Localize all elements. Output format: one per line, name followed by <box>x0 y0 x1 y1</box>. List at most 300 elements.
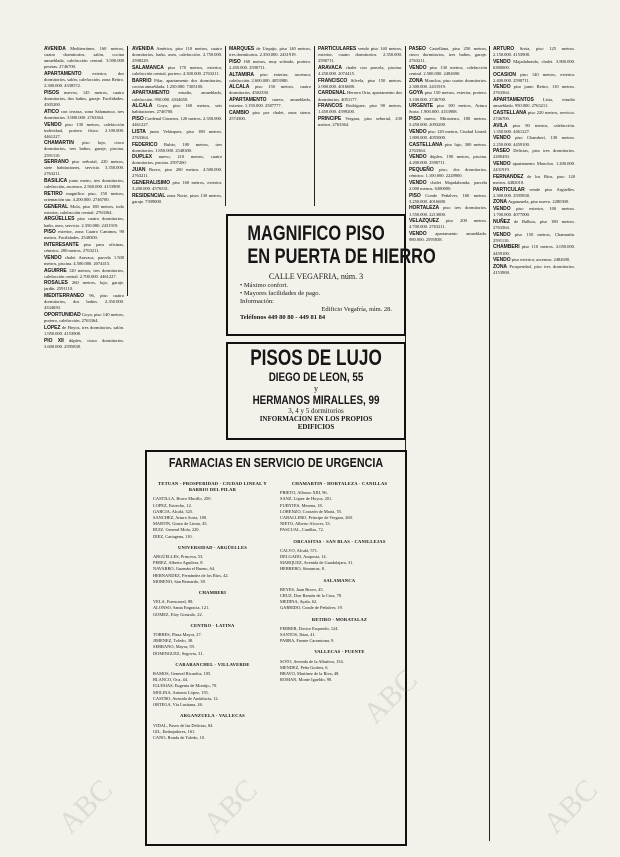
classified-ad <box>318 78 402 90</box>
classified-ad-text: chalet Aravaca, parcela 1.500 metros, piscina. 4.500.000. 2074415. <box>44 254 124 266</box>
classified-ad <box>44 204 124 216</box>
classified-ad-heading: FRANCISCO <box>318 77 348 84</box>
classified-ad-text: piso lujo, 300 metros. 2763364. <box>409 141 487 153</box>
ad-bullet: • Mayores facilidades de pago. <box>240 290 321 297</box>
classified-ad-heading: PISO <box>409 192 421 199</box>
classified-column-2 <box>132 46 222 461</box>
ad-street: CALLE VEGAFRIA, núm. 3 <box>268 272 364 281</box>
classified-ad-text: piso 150 metros, Chamartín. 2591110. <box>493 231 575 243</box>
pharmacy-entry: CRUZ, Don Ramón de la Cruz, 78. <box>280 593 343 599</box>
classified-ad <box>318 90 402 102</box>
classified-ad-text: apartamento Moncloa. 1.200.000. 2431919. <box>493 161 575 173</box>
classified-ad-text: Cardenal Cisneros, 120 metros. 2.350.000. 4461227. <box>132 116 222 128</box>
classified-ad <box>44 255 124 267</box>
pharmacy-entry: GOMEZ, Eloy Gonzalo, 22. <box>153 611 203 617</box>
classified-ad <box>44 140 124 158</box>
classified-ad-text: Herrera Oria, apartamento dos dormitorios. 4051177. <box>318 90 402 102</box>
pharmacy-entry: CASTRO, Avenida de Andalucía, 12. <box>153 695 219 701</box>
pharmacy-entry: NIETO, Alberto Alcocer, 33. <box>280 521 331 527</box>
pharmacy-entry: MORENO, San Bernardo, 39. <box>153 578 206 584</box>
pharmacy-entry: RAMOS, General Ricardos, 105. <box>153 671 212 677</box>
classified-ad <box>409 154 487 166</box>
classified-ad-heading: AVENIDA <box>44 46 66 52</box>
classified-ad <box>44 325 124 337</box>
classified-ad <box>44 159 124 177</box>
ad-address: DIEGO DE LEON, 55 <box>268 370 364 384</box>
classified-ad <box>493 97 575 109</box>
classified-ad-heading: RETIRO <box>44 190 63 197</box>
classified-ad-text: piso 130 metros, calefacción central. 2.500.000. 2482690. <box>409 64 487 76</box>
classified-ad-heading: URGENTE <box>409 103 434 110</box>
classified-ad-heading: PISO <box>409 116 421 122</box>
classified-ad-heading: PEQUEÑO <box>409 167 434 174</box>
classified-ad <box>493 232 575 244</box>
classified-ad-text: Vergara, piso señorial, 230 metros. 2763364. <box>318 116 402 128</box>
classified-ad-heading: CASTELLANA <box>409 141 443 148</box>
pharmacy-zone: ARGANZUELA - VALLECAS <box>180 713 245 719</box>
pharmacy-entry: GARRIDO, Conde de Peñalver, 19. <box>280 605 343 611</box>
classified-ad <box>44 122 124 140</box>
classified-column-3 <box>229 46 311 206</box>
classified-ad-text: piso 140 metros, exterior. 2.400.000. 2590711. <box>493 71 575 83</box>
classified-ad <box>409 46 487 64</box>
classified-ad-text: piso tres dormitorios. 1.550.000. 2213800. <box>409 205 487 217</box>
classified-ad <box>409 103 487 115</box>
classified-ad <box>132 129 222 141</box>
classified-ad-heading: SALAMANCA <box>132 64 164 71</box>
classified-ad-heading: BARRIO <box>132 77 152 84</box>
classified-ad <box>44 71 124 89</box>
classified-ad-heading: SERRANO <box>44 159 69 166</box>
classified-ad-heading: ZONA <box>409 77 423 84</box>
classified-ad-text: Silvela, piso 150 metros. 2.900.000. 4016688. <box>318 77 402 89</box>
classified-ad-text: América, piso 110 metros, cuatro dormitorios, baño, aseo, calefacción. 2.750.000. 2598229. <box>132 46 222 64</box>
pharmacy-entry: ORTEGA, Vía Lusitana, 26. <box>153 702 203 708</box>
classified-ad-heading: VENDO <box>409 231 427 238</box>
classified-ad-heading: AVILA <box>493 122 508 129</box>
pharmacy-entry: PARRA, Fuente Carrantona, 9. <box>280 638 335 644</box>
classified-ad <box>493 161 575 173</box>
classified-ad-text: piso, dos dormitorios, céntrico. 1.100.000. 2228900. <box>409 167 487 179</box>
classified-ad <box>44 90 124 108</box>
ad-bullet: • Máximo confort. <box>240 282 288 289</box>
classified-ad-heading: ATICO <box>44 108 59 115</box>
pharmacy-entry: SANCHEZ, Arturo Soria, 180. <box>153 515 208 521</box>
pharmacy-entry: VELA, Fuencarral, 88. <box>153 599 194 605</box>
classified-ad-heading: ALCALA <box>229 84 250 91</box>
watermark: ABC <box>537 773 604 841</box>
classified-ad <box>409 142 487 154</box>
classified-ad <box>409 180 487 192</box>
classified-ad-heading: PISO <box>132 116 144 122</box>
ad-connector: y <box>314 384 318 393</box>
classified-ad <box>132 78 222 90</box>
classified-ad <box>409 90 487 102</box>
classified-ad-text: exterior, dos dormitorios, salón, calefacción, zona Retiro. 2.300.000. 4338572. <box>44 70 124 89</box>
classified-ad <box>44 109 124 121</box>
classified-ad-heading: ZONA <box>493 263 507 270</box>
classified-ad-text: vende piso Argüelles. 2.300.000. 2595838. <box>493 186 575 198</box>
classified-ad <box>229 97 311 109</box>
classified-ad-text: piso 150 metros, exterior, portero. 3.100.000. 2746700. <box>409 90 487 102</box>
pharmacy-entry: MENDEZ, Peña Gorbea, 6. <box>280 664 329 670</box>
classified-ad-text: exterior, zona Cuatro Caminos, 90 metros. Facilidades. 2548300. <box>44 229 124 241</box>
pharmacy-entry: NAVARRO, Guzmán el Bueno, 64. <box>153 566 216 572</box>
classified-ad-heading: CHAMBERI <box>493 244 520 251</box>
classified-ad-text: de Hoyos, tres dormitorios, salón. 1.950.000. 4153908. <box>44 324 124 336</box>
classified-ad-text: junto Velázquez, piso 180 metros. 2763364. <box>132 128 222 140</box>
classified-ad-heading: ALTAMIRA <box>229 71 254 78</box>
classified-ad <box>132 103 222 115</box>
classified-ad-heading: NUÑEZ <box>493 218 510 225</box>
classified-ad <box>132 167 222 179</box>
classified-ad <box>44 338 124 350</box>
classified-column-4 <box>318 46 402 206</box>
pharmacy-entry: CABALLERO, Príncipe de Vergara, 260. <box>280 515 353 521</box>
pharmacy-entry: HERRERO, Simancas, 8. <box>280 566 326 572</box>
classified-ad-text: Conde Peñalver, 160 metros. 3.250.000. 4016688. <box>409 192 487 204</box>
classified-ad-heading: VENDO <box>44 254 62 261</box>
classified-ad <box>493 72 575 84</box>
classified-ad <box>132 116 222 128</box>
classified-ad <box>44 178 124 190</box>
classified-ad-heading: OPORTUNIDAD <box>44 312 81 319</box>
pharmacy-entry: MARTIN, Ginzo de Limia, 45. <box>153 521 208 527</box>
ad-rooms: 3, 4 y 5 dormitorios <box>288 407 344 415</box>
classified-ad-text: de Urquijo, piso 140 metros, tres dormitorios. 2.350.000. 2431919. <box>229 46 311 58</box>
pharmacies-grid <box>153 476 399 838</box>
pharmacy-entry: PEREZ, Alberto Aguilera, 8. <box>153 560 204 566</box>
classified-ad <box>409 65 487 77</box>
classified-ad-heading: LOPEZ <box>44 324 61 331</box>
pharmacy-entry: SOTO, Avenida de la Albufera, 154. <box>280 658 344 664</box>
classified-ad-text: nuevo, amueblado, exterior. 1.150.000. 2587777. <box>229 97 311 109</box>
pharmacies-column <box>280 476 399 838</box>
classified-ad <box>493 264 575 276</box>
classified-ad-text: dúplex, 190 metros, piscina. 4.200.000. 2590711. <box>409 154 487 166</box>
classified-ad <box>493 257 575 263</box>
pharmacies-column <box>153 476 272 838</box>
pharmacy-zone: TETUAN - PROSPERIDAD - CIUDAD LINEAL Y BARRIO DEL PILAR <box>158 481 267 493</box>
pharmacy-entry: IGLESIAS, Eugenia de Montijo, 70. <box>153 683 218 689</box>
classified-ad <box>229 72 311 84</box>
classified-ad <box>132 180 222 192</box>
classified-ad <box>409 78 487 90</box>
classified-ad <box>44 312 124 324</box>
classified-ad-heading: ALCALA <box>132 103 153 110</box>
ad-info: INFORMACION EN LOS PROPIOS <box>259 415 373 423</box>
classified-ad <box>493 46 575 58</box>
ad-headline: PISOS DE LUJO <box>250 345 382 370</box>
classified-ad-heading: FERNANDEZ <box>493 173 524 180</box>
classified-ad-text: Rubio, 100 metros, tres dormitorios. 1.850.000. 2548300. <box>132 141 222 153</box>
pharmacies-title: FARMACIAS EN SERVICIO DE URGENCIA <box>168 456 384 470</box>
classified-ad-text: nuevo, Mirasierra, 180 metros. 3.450.000. 2093200. <box>409 116 487 128</box>
classified-ad-text: de los Ríos, piso 120 metros. 4482010. <box>493 173 575 185</box>
classified-ad-heading: VENDO <box>493 58 511 65</box>
classified-ad-text: 120 metros, tres dormitorios, calefacción central. 2.700.000. 4461227. <box>44 267 124 279</box>
classified-ad-heading: GOYA <box>409 90 424 97</box>
classified-ad-text: Delicias, piso tres dormitorios. 2280450. <box>493 148 575 160</box>
pharmacies-box <box>145 450 407 846</box>
classified-ad-text: Goya, piso 140 metros, portero, calefacción. 2763364. <box>44 312 124 324</box>
classified-ad-text: piso junto Retiro, 110 metros. 2763364. <box>493 84 575 96</box>
classified-ad <box>229 84 311 96</box>
column-rule <box>314 46 315 206</box>
classified-ad-text: piso para oficinas, céntrico, 200 metros. 2763211. <box>44 242 124 254</box>
classified-ad-text: piso lujo, cinco dormitorios, tres baños, garaje, piscina. 2591110. <box>44 140 124 158</box>
classified-ad-text: Rodríguez, piso 90 metros. 1.450.000. 4599200. <box>318 103 402 115</box>
classified-ad <box>493 123 575 135</box>
ad-pisos-de-lujo <box>226 342 406 440</box>
classified-ad-text: piso 200 metros. 4.700.000. 2763211. <box>409 218 487 230</box>
classified-ad-text: piso por chalet, zona sierra. 2574300. <box>229 109 311 121</box>
classified-ad <box>409 167 487 179</box>
pharmacy-entry: HERNANDEZ, Fernández de los Ríos, 42. <box>153 572 229 578</box>
classified-ad-heading: MEDITERRANEO <box>44 293 84 300</box>
pharmacy-entry: SANZ, López de Hoyos, 201. <box>280 496 333 502</box>
classified-ad-text: Majadahonda, chalet. 3.800.000. 6380000. <box>493 58 575 70</box>
classified-ad <box>409 218 487 230</box>
classified-ad <box>44 229 124 241</box>
classified-ad <box>44 242 124 254</box>
classified-ad-heading: AVENIDA <box>132 46 154 52</box>
column-rule <box>225 46 226 206</box>
classified-ad-text: con terraza, zona Salamanca, tres dormitorios. 3.900.000. 2763364. <box>44 108 124 120</box>
classified-ad <box>493 110 575 122</box>
classified-ad <box>493 148 575 160</box>
classified-ad-text: piso exterior, ascensor, calefacción. 2.600.000. 4053980. <box>229 71 311 83</box>
classified-ad-heading: VENDO <box>493 231 511 238</box>
classified-ad-heading: LISTA <box>132 128 146 135</box>
classified-ad-text: 260 metros, lujo, garaje, jardín. 2591110. <box>44 280 124 292</box>
classified-ad-heading: CASTELLANA <box>493 109 527 116</box>
pharmacy-entry: GIL, Embajadores, 161. <box>153 728 196 734</box>
classified-ad-text: piso Chamberí, 130 metros. 2.250.000. 4459100. <box>493 135 575 147</box>
classified-ad-heading: CAMBIO <box>229 109 249 116</box>
classified-ad-heading: ROSALES <box>44 280 68 287</box>
pharmacy-zone: SALAMANCA <box>323 577 356 583</box>
classified-ad-heading: VENDO <box>493 84 511 91</box>
pharmacy-entry: FUENTES, Mesena, 18. <box>280 502 323 508</box>
classified-ad-text: Goya, piso 160 metros, seis habitaciones. 2746700. <box>132 103 222 115</box>
pharmacy-entry: PASCUAL, Canillas, 72. <box>280 527 324 533</box>
ad-contact: Edificio Vegafría, núm. 28. <box>321 306 392 313</box>
classified-ad-heading: OCASION <box>493 71 516 78</box>
classified-ad <box>493 187 575 199</box>
classified-ad-heading: ARGÜELLES <box>44 216 75 223</box>
pharmacy-entry: LORENZO, Corazón de María, 55. <box>280 508 343 514</box>
classified-ad-heading: AGUIRRE <box>44 267 67 274</box>
pharmacy-zone: UNIVERSIDAD - ARGÜELLES <box>178 544 247 550</box>
classified-ad-text: 96, piso cuatro dormitorios, dos baños. 2.350.000. 4334650. <box>44 293 124 311</box>
pharmacy-entry: DIEZ, Cartagena, 110. <box>153 533 193 539</box>
watermark: ABC <box>52 773 119 841</box>
classified-ad <box>132 90 222 102</box>
classified-ad <box>132 193 222 205</box>
classified-ad-text: piso 160 metros, exterior. 3.200.000. 4576531. <box>132 179 222 191</box>
classified-ad-heading: PRINCIPE <box>318 116 342 122</box>
classified-ad-heading: PASEO <box>409 46 426 52</box>
pharmacy-entry: LOPEZ, Estrecho, 12. <box>153 502 192 508</box>
pharmacy-entry: BRAVO, Martínez de la Riva, 48. <box>280 671 340 677</box>
classified-ad <box>409 231 487 243</box>
classified-ad-text: piso 130 metros, calefacción individual, portero físico. 2.100.000. 4461227. <box>44 121 124 139</box>
classified-ad-text: zona Norte, pisos 130 metros, garaje. 7399000. <box>132 192 222 204</box>
pharmacy-entry: DELGADO, Amposta, 14. <box>280 554 327 560</box>
pharmacy-zone: CHAMARTIN - HORTALEZA - CANILLAS <box>291 481 388 486</box>
classified-ad-heading: VENDO <box>493 206 511 213</box>
classified-ad <box>493 206 575 218</box>
classified-ad-heading: BASILICA <box>44 178 68 185</box>
classified-ad-text: piso 110 metros. 2.050.000. 4459100. <box>493 244 575 256</box>
classified-ad-heading: ARAVACA <box>318 64 342 71</box>
classified-ad-text: piso cuatro dormitorios, baño, aseo, servicio. 2.350.000. 2431919. <box>44 216 124 228</box>
classified-ad-text: Mediterráneo, 160 metros, cuatro dormitorios, salón, cocina amueblada, calefacción central. 3.500.000 pesetas. 2746700. <box>44 46 124 70</box>
classified-ad-text: piso 220 metros, servicio. 2746700. <box>493 109 575 121</box>
classified-ad-text: Arganzuela, piso nuevo. 2280300. <box>506 199 570 205</box>
pharmacy-entry: RUIZ, General Mola, 220. <box>153 527 200 533</box>
classified-ad-heading: VENDO <box>493 257 511 264</box>
classified-ad-text: chalet con parcela, piscina. 4.250.000. 2074415. <box>318 64 402 76</box>
pharmacy-entry: BLANCO, Oca, 44. <box>153 677 188 683</box>
ad-info: EDIFICIOS <box>297 423 335 431</box>
classified-ad-text: piso exterior, 100 metros. 1.700.000. 4077000. <box>493 206 575 218</box>
classified-ad-text: estudio, amueblado, calefacción. 950.000. 4334650. <box>132 90 222 102</box>
classified-ad <box>318 46 402 64</box>
pharmacy-entry: DOMINGUEZ, Segovia, 31. <box>153 650 204 656</box>
classified-ad-heading: PASEO <box>493 148 510 155</box>
classified-ad <box>409 193 487 205</box>
classified-ad-heading: VENDO <box>493 161 511 168</box>
classified-ad <box>132 142 222 154</box>
classified-ad-text: magnífico piso, 150 metros, orientación sur. 4.200.000. 2746700. <box>44 190 124 202</box>
classified-ad-text: Mola, piso 180 metros, todo exterior, calefacción central. 2763364. <box>44 203 124 215</box>
classified-ad <box>44 216 124 228</box>
classified-ad <box>318 116 402 128</box>
classified-ad-text: piso 170 metros, exterior, calefacción central, portero. 4.300.000. 2763211. <box>132 64 222 76</box>
classified-ad-text: Soria, piso 125 metros. 2.150.000. 4153908. <box>493 46 575 58</box>
classified-ad-heading: APARTAMENTOS <box>493 97 534 104</box>
ad-headline: EN PUERTA DE HIERRO <box>247 245 436 268</box>
classified-ad <box>132 154 222 166</box>
classified-ad-heading: VENDO <box>44 121 62 128</box>
ad-phones: Teléfonos 449 80 80 - 449 81 84 <box>240 314 326 321</box>
classified-ad-heading: APARTAMENTO <box>229 97 267 104</box>
classified-ad-text: Moncloa, piso cuatro dormitorios. 2.300.000. 2431919. <box>409 77 487 89</box>
classified-ad-text: piso exterior, ascensor. 2482690. <box>510 257 571 263</box>
classified-ad <box>318 103 402 115</box>
pharmacy-entry: VIDAL, Paseo de las Delicias, 84. <box>153 722 214 728</box>
classified-ad-heading: VENDO <box>409 128 427 135</box>
classified-ad <box>493 219 575 231</box>
pharmacy-entry: GARCIA, Alcalá, 325. <box>153 508 194 514</box>
classified-ad-text: piso 120 metros, Ciudad Lineal. 1.800.000. 4055000. <box>409 128 487 140</box>
classified-ad-heading: CARDENAL <box>318 90 346 97</box>
pharmacy-entry: PRIETO, Alfonso XIII, 96. <box>280 490 328 496</box>
pharmacy-entry: TORRES, Plaza Mayor, 27. <box>153 632 202 638</box>
classified-ad <box>493 135 575 147</box>
classified-ad-text: Bravo, piso 200 metros. 4.500.000. 2763211. <box>132 167 222 179</box>
classified-ad <box>318 65 402 77</box>
pharmacy-entry: MARQUEZ, Avenida de Guadalajara, 31. <box>280 560 354 566</box>
ad-address: HERMANOS MIRALLES, 99 <box>252 393 380 407</box>
classified-ad <box>44 268 124 280</box>
classified-ad-text: de Balboa, piso 180 metros. 2763364. <box>493 218 575 230</box>
pharmacy-entry: ALONSO, Santa Engracia, 121. <box>153 605 210 611</box>
classified-ad-heading: VENDO <box>409 154 427 161</box>
ad-headline: MAGNIFICO PISO <box>247 222 385 245</box>
classified-ad-text: vendo piso 140 metros, exterior, cuatro dormitorios. 2.350.000. 2590711. <box>318 46 402 64</box>
pharmacy-entry: JIMENEZ, Toledo, 38. <box>153 638 194 644</box>
classified-ad <box>409 205 487 217</box>
pharmacy-entry: SANTOS, Ibiza, 41. <box>280 632 316 638</box>
classified-ad-text: chalet Majadahonda, parcela 2.000 metros. 6380000. <box>409 179 487 191</box>
classified-ad <box>409 116 487 128</box>
pharmacy-entry: CALVO, Alcalá, 571. <box>280 547 319 553</box>
classified-ad-text: apartamento amueblado. 980.000. 2595838. <box>409 231 487 243</box>
pharmacy-entry: ROMAN, Monte Igueldo, 90. <box>280 677 333 683</box>
classified-ad-text: piso 90 metros, calefacción. 1.350.000. 4461227. <box>493 122 575 134</box>
classified-ad <box>493 84 575 96</box>
classified-ad-text: piso señorial, 220 metros, siete habitaciones, servicio. 3.350.000. 2763211. <box>44 159 124 177</box>
classified-ad-heading: VENDO <box>409 64 427 71</box>
pharmacy-entry: SERRANO, Mayor, 59. <box>153 644 195 650</box>
classified-ad <box>44 191 124 203</box>
pharmacy-zone: ORCASITAS - SAN BLAS - CANILLEJAS <box>293 538 386 544</box>
classified-ad-heading: JUAN <box>132 167 146 174</box>
classified-ad-heading: INTERESANTE <box>44 242 79 249</box>
classified-column-1 <box>44 46 124 841</box>
classified-ad-text: Pilar, apartamento dos dormitorios, cocina amueblada. 1.250.000. 7305100. <box>132 77 222 89</box>
classified-ad-heading: FEDERICO <box>132 141 158 148</box>
pharmacy-entry: REYES, Juan Bravo, 45. <box>280 586 324 592</box>
classified-ad-text: Lista, estudio amueblado. 950.000. 2763211. <box>493 97 575 109</box>
ad-info: Información: <box>240 298 274 305</box>
pharmacy-entry: CASTILLA, Bravo Murillo, 250. <box>153 496 212 502</box>
classified-column-5 <box>409 46 487 841</box>
pharmacy-zone: VALLECAS - PUENTE <box>314 649 365 655</box>
classified-ad-heading: GENERALISIMO <box>132 179 171 186</box>
classified-column-6 <box>493 46 575 841</box>
classified-ad <box>493 199 575 205</box>
classified-ad-heading: CHAMARTIN <box>44 140 74 147</box>
pharmacy-entry: ARGÜELLES, Princesa, 53. <box>153 554 204 560</box>
classified-ad <box>493 59 575 71</box>
classified-ad-heading: PARTICULAR <box>493 186 525 193</box>
classified-ad-heading: MARQUES <box>229 46 255 52</box>
pharmacy-zone: CENTRO - LATINA <box>190 622 235 628</box>
classified-ad-heading: VENDO <box>493 135 511 142</box>
classified-ad-text: Castellana, piso 250 metros, cinco dormitorios, tres baños, garaje. 2763211. <box>409 46 487 64</box>
classified-ad-text: junto metro, tres dormitorios, calefacción, ascensor. 2.560.000. 4153908. <box>44 178 124 190</box>
classified-ad-heading: RESIDENCIAL <box>132 192 166 199</box>
classified-ad-heading: VELAZQUEZ <box>409 218 439 225</box>
pharmacy-entry: CANO, Ronda de Toledo, 10. <box>153 734 206 740</box>
classified-ad-text: nuevo, 210 metros, cuatro dormitorios, piscina. 2597260. <box>132 154 222 166</box>
classified-ad <box>409 129 487 141</box>
classified-ad-text: piso 100 metros, Arturo Soria. 1.900.000. 4153908. <box>409 103 487 115</box>
classified-ad <box>229 110 311 122</box>
pharmacy-entry: FERRER, Doctor Esquerdo, 124. <box>280 625 339 631</box>
column-rule <box>127 46 128 296</box>
classified-ad-heading: PARTICULARES <box>318 46 357 52</box>
classified-ad-text: piso 150 metros, cuatro dormitorios. 4502330. <box>229 84 311 96</box>
classified-ad <box>132 65 222 77</box>
column-rule <box>489 46 490 841</box>
classified-ad <box>132 46 222 64</box>
classified-ad <box>44 280 124 292</box>
